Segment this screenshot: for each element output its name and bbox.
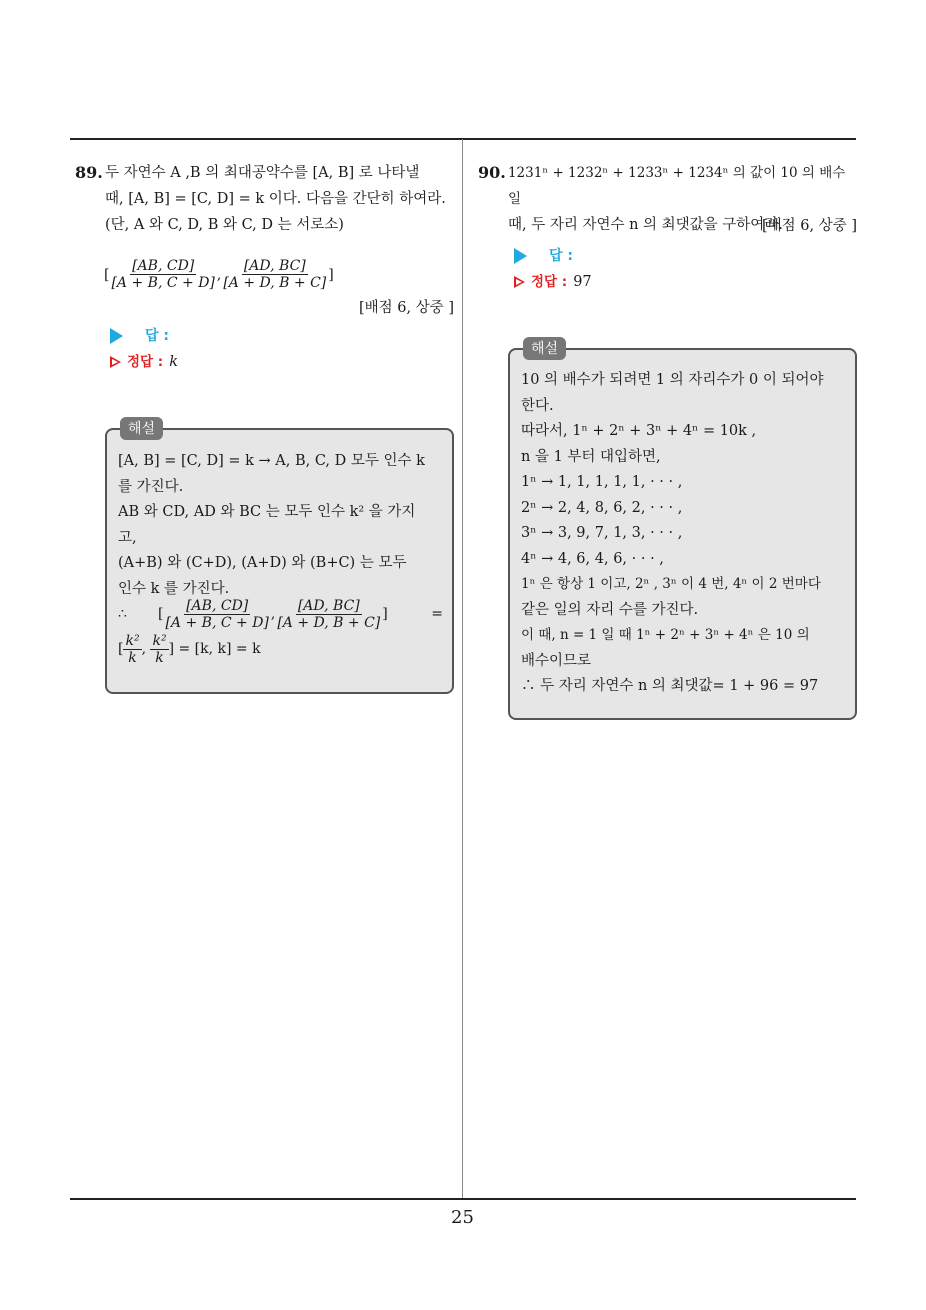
fraction-numerator: [AB, CD] (132, 258, 195, 274)
fraction (221, 258, 328, 291)
solution-line: 인수 k 를 가진다. (118, 580, 230, 597)
question-line: 때, 두 자리 자연수 n 의 최댓값을 구하여라. (508, 217, 783, 233)
correct-answer-value: k (169, 354, 178, 370)
solution-line: AB 와 CD, AD 와 BC 는 모두 인수 k² 을 가지 (118, 504, 416, 520)
correct-answer-row (514, 269, 814, 295)
question-line: (단, A 와 C, D, B 와 C, D 는 서로소) (105, 217, 344, 233)
correct-answer-value: 97 (573, 274, 592, 290)
question-line: 1231ⁿ + 1232ⁿ + 1233ⁿ + 1234ⁿ 의 값이 10 의 배수일 (507, 165, 846, 207)
answer-label: 답 : (549, 248, 573, 264)
play-triangle-icon (110, 328, 123, 344)
fraction (123, 633, 141, 666)
solution-line: [A, B] = [C, D] = k → A, B, C, D 모두 인수 k (118, 453, 425, 469)
solution-expression: [ $\frac{\text{k²}}{k}$ , $\frac{\text{k²}}{k}$ ] = [k, k] = k (118, 633, 261, 666)
equals-sign: = (431, 605, 443, 622)
solution-line: 2ⁿ → 2, 4, 8, 6, 2, · · · , (521, 499, 683, 516)
question-expression (104, 258, 334, 291)
question-line: 때, [A, B] = [C, D] = k 이다. 다음을 간단히 하여라. (105, 191, 446, 207)
solution-line: (A+B) 와 (C+D), (A+D) 와 (B+C) 는 모두 (118, 555, 407, 571)
fraction-numerator: [AB, CD] (186, 598, 249, 614)
solution-body (521, 368, 847, 700)
column-divider (462, 139, 463, 1199)
fraction-numerator: [AD, BC] (297, 598, 360, 614)
outline-triangle-icon (514, 276, 525, 288)
answer-block (514, 243, 814, 295)
fraction-numerator: k² (125, 633, 140, 649)
solution-tag: 해설 (120, 417, 163, 440)
solution-expression: ∴ [ $\frac{[AB, CD]}{[A + B, C + D]}$ , $\frac{[AD, BC]}{[A + D, B + C]}$ ] = (118, 598, 443, 631)
fraction-numerator: [AD, BC] (243, 258, 306, 274)
score-label: [배점 6, 상중 ] (761, 218, 857, 234)
solution-body (118, 449, 443, 666)
bracket-open: [ (104, 266, 110, 283)
solution-line: 1ⁿ → 1, 1, 1, 1, 1, · · · , (521, 474, 683, 490)
question-line: 두 자연수 A ,B 의 최대공약수를 [A, B] 로 나타낼 (105, 165, 420, 181)
solution-line: 따라서, 1ⁿ + 2ⁿ + 3ⁿ + 4ⁿ = 10k , (521, 423, 757, 439)
page-number: 25 (451, 1207, 474, 1228)
solution-line: 한다. (521, 397, 554, 414)
fraction-denominator: [A + D, B + C] (223, 275, 327, 291)
fraction-numerator: k² (152, 633, 167, 649)
play-triangle-icon (514, 248, 527, 264)
solution-line: 배수이므로 (521, 652, 592, 669)
solution-tag: 해설 (523, 337, 566, 360)
solution-line: 4ⁿ → 4, 6, 4, 6, · · · , (521, 550, 664, 567)
fraction (150, 633, 168, 666)
solution-line: 고, (118, 529, 137, 546)
bottom-rule (70, 1198, 856, 1200)
solution-line: 같은 일의 자리 수를 가진다. (521, 601, 699, 618)
solution-line: ∴ 두 자리 자연수 n 의 최댓값= 1 + 96 = 97 (521, 678, 819, 694)
score-label: [배점 6, 상중 ] (358, 300, 454, 316)
top-rule (70, 138, 856, 140)
solution-line: 10 의 배수가 되려면 1 의 자리수가 0 이 되어야 (521, 372, 824, 388)
correct-answer-row (110, 349, 410, 375)
fraction (163, 598, 270, 631)
therefore-symbol: ∴ (118, 605, 127, 622)
bracket-close: ] (328, 266, 334, 283)
answer-row (110, 323, 410, 349)
outline-triangle-icon (110, 356, 121, 368)
solution-result: ] = [k, k] = k (168, 640, 261, 657)
fraction-denominator: [A + D, B + C] (277, 615, 381, 631)
solution-line: 3ⁿ → 3, 9, 7, 1, 3, · · · , (521, 525, 683, 541)
fraction (275, 598, 382, 631)
answer-block (110, 323, 410, 375)
answer-row (514, 243, 814, 269)
fraction-denominator: [A + B, C + D] (111, 275, 215, 291)
solution-line: 1ⁿ 은 항상 1 이고, 2ⁿ , 3ⁿ 이 4 번, 4ⁿ 이 2 번마다 (521, 576, 821, 592)
solution-line: n 을 1 부터 대입하면, (521, 448, 661, 465)
fraction-denominator: [A + B, C + D] (165, 615, 269, 631)
question-number: 89. (75, 163, 103, 182)
question-number: 90. (478, 163, 506, 182)
correct-answer-label: 정답 : (531, 274, 568, 290)
solution-line: 를 가진다. (118, 478, 184, 495)
question-89 (75, 160, 455, 238)
answer-label: 답 : (145, 328, 169, 344)
fraction (109, 258, 216, 291)
separator: , (216, 266, 222, 283)
correct-answer-label: 정답 : (127, 354, 164, 370)
fraction-denominator: k (128, 650, 137, 666)
fraction-denominator: k (155, 650, 164, 666)
solution-line: 이 때, n = 1 일 때 1ⁿ + 2ⁿ + 3ⁿ + 4ⁿ 은 10 의 (521, 627, 810, 643)
